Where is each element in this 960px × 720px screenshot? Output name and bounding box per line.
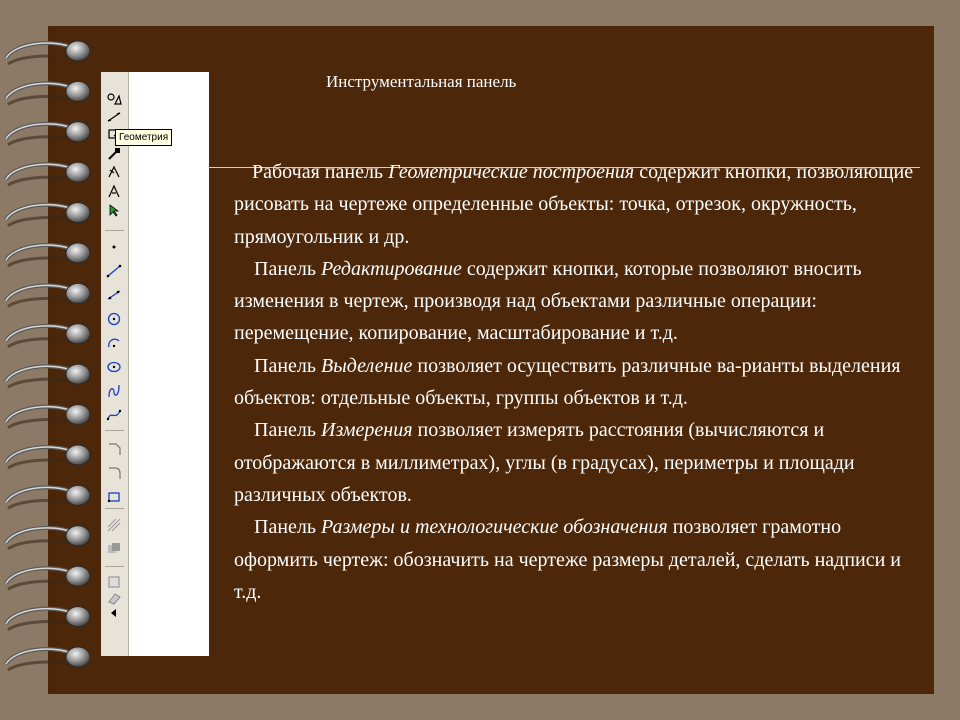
spiral-ring (6, 283, 90, 306)
paragraph-measurements: Панель Измерения позволяет измерять расстояния (вычисляются и отображаются в миллиметрах), углы (в градусах), периметры и площади различных объектов. (234, 419, 855, 506)
select-icon (104, 201, 124, 219)
spiral-ring (6, 324, 90, 347)
spiral-ring (6, 405, 90, 428)
bezier-icon (104, 382, 124, 400)
chamfer-icon (104, 440, 124, 458)
spiral-ring (6, 607, 90, 630)
toolbar-separator (105, 508, 124, 509)
region-icon (104, 540, 124, 558)
panel-name-geometry: Геометрические построения (388, 161, 635, 183)
scroll-left-icon (104, 604, 124, 622)
spiral-ring (6, 122, 90, 145)
panel-name-editing: Редактирование (321, 257, 462, 280)
panel-name-measurements: Измерения (321, 419, 413, 442)
parametrization-icon (104, 163, 124, 181)
spiral-ring (6, 647, 90, 670)
spiral-ring (6, 81, 90, 104)
spiral-ring (6, 243, 90, 266)
point-icon (104, 238, 124, 256)
circle-icon (104, 310, 124, 328)
edit-icon (104, 145, 124, 163)
spiral-ring (6, 445, 90, 468)
spline-icon (104, 406, 124, 424)
paragraph-selection: Панель Выделение позволяет осуществить различные ва-рианты выделения объектов: отдельные объекты, группы объектов и т.д. (234, 354, 901, 410)
slide-title: Инструментальная панель (326, 72, 517, 91)
spiral-ring (6, 203, 90, 226)
rectangle-icon (104, 488, 124, 506)
segment-icon (104, 262, 124, 280)
toolbar-separator (105, 230, 124, 231)
spiral-ring (6, 162, 90, 185)
panel-name-dimensions: Размеры и технологические обозначения (321, 516, 668, 539)
measure-icon (104, 182, 124, 200)
auxiliary-line-icon (104, 286, 124, 304)
spiral-ring (6, 364, 90, 387)
panel-name-selection: Выделение (321, 354, 413, 377)
ellipse-icon (104, 358, 124, 376)
paragraph-dimensions: Панель Размеры и технологические обозначения позволяет грамотно оформить чертеж: обозначить на чертеже размеры деталей, сделать надписи и т.д. (234, 516, 902, 603)
geometry-icon (104, 90, 124, 108)
spiral-ring (6, 566, 90, 589)
toolbar-separator (105, 430, 124, 431)
dimensions-icon (104, 108, 124, 126)
spiral-binding (0, 30, 110, 680)
hatch-icon (104, 516, 124, 534)
spiral-ring (6, 485, 90, 508)
arc-icon (104, 334, 124, 352)
slide-body (234, 156, 924, 608)
spiral-ring (6, 41, 90, 64)
spiral-ring (6, 526, 90, 549)
paragraph-geometry: Рабочая панель Геометрические построения содержит кнопки, позволяющие рисовать на чертеже определенные объекты: точка, отрезок, окружность, прямоугольник и др. (234, 161, 914, 248)
fillet-icon (104, 464, 124, 482)
toolbar-separator (105, 566, 124, 567)
geometry-tooltip: Геометрия (115, 129, 172, 146)
paragraph-editing: Панель Редактирование содержит кнопки, которые позволяют вносить изменения в чертеж, производя над объектами различные операции: перемещение, копирование, масштабирование и т.д. (234, 257, 862, 345)
